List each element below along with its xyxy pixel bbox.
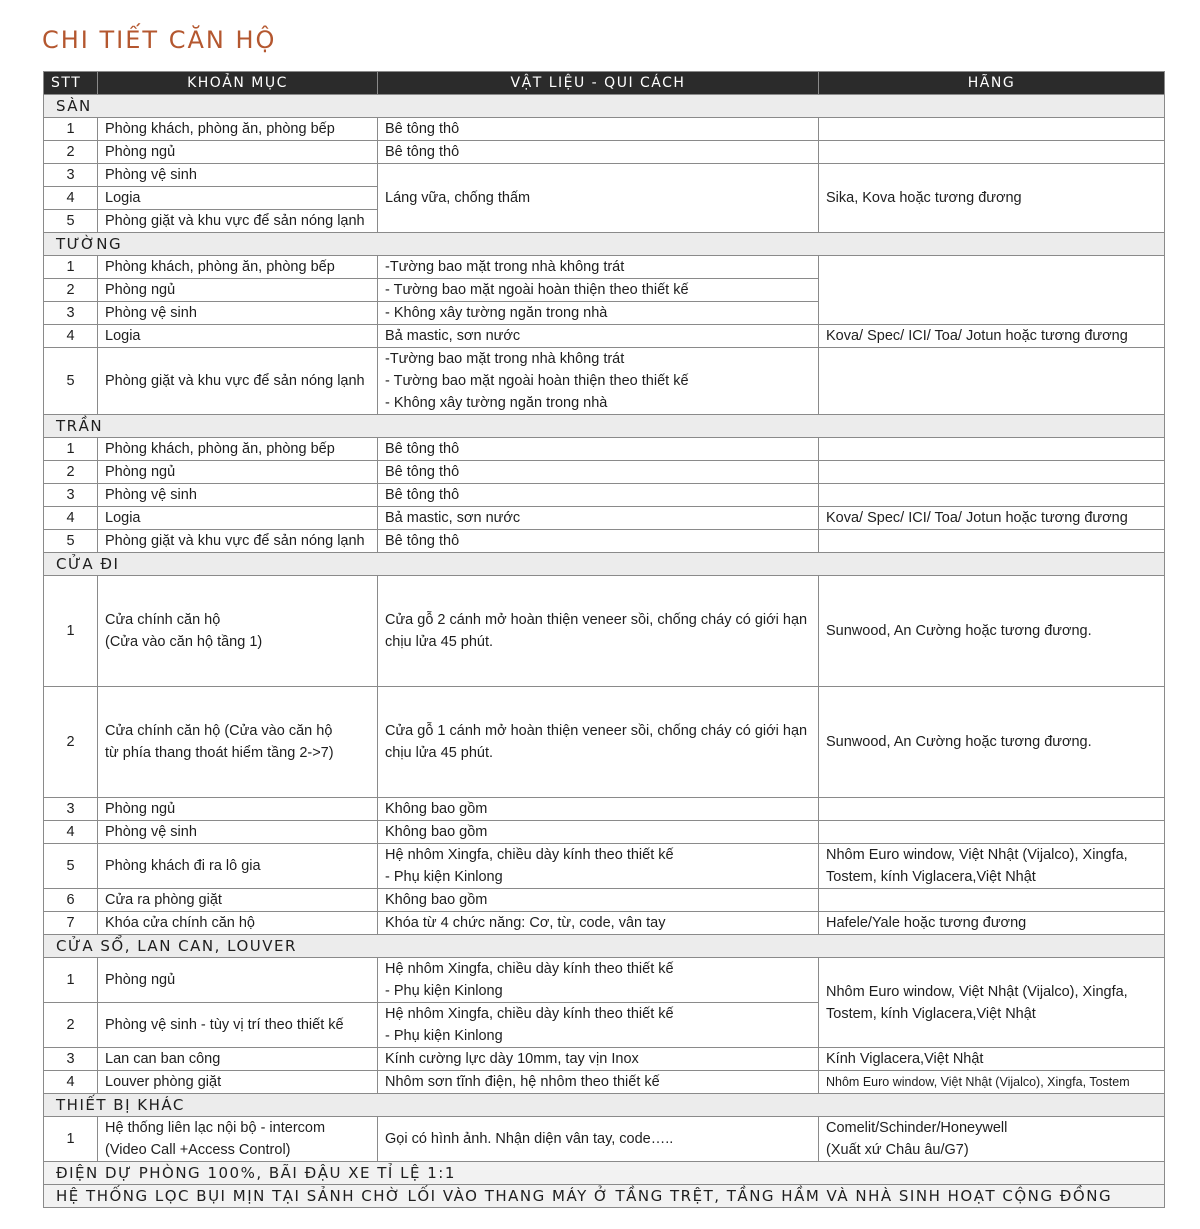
footer-row [44,1162,1165,1185]
row-item: Phòng ngủ [98,141,378,164]
row-stt: 5 [44,844,98,889]
row-brand [819,958,1165,1048]
row-item: Phòng ngủ [98,461,378,484]
header-brand: HÃNG [819,72,1165,95]
row-item: Phòng khách, phòng ăn, phòng bếp [98,118,378,141]
table-row [44,141,1165,164]
material-line: - Tường bao mặt ngoài hoàn thiện theo thiết kế [385,373,689,389]
row-brand: Sunwood, An Cường hoặc tương đương. [819,687,1165,798]
row-stt: 1 [44,438,98,461]
row-stt: 1 [44,576,98,687]
row-stt: 4 [44,325,98,348]
row-stt: 3 [44,1048,98,1071]
row-item: Phòng vệ sinh [98,302,378,325]
row-item: Phòng vệ sinh - tùy vị trí theo thiết kế [98,1003,378,1048]
table-row [44,912,1165,935]
row-stt: 4 [44,1071,98,1094]
row-material [378,576,819,687]
footer-note: ĐIỆN DỰ PHÒNG 100%, BÃI ĐẬU XE TỈ LỆ 1:1 [44,1162,1165,1185]
section-row-thietbi [44,1094,1165,1117]
brand-line: Tostem, kính Viglacera,Việt Nhật [826,1005,1036,1022]
table-row [44,484,1165,507]
section-row-tran [44,415,1165,438]
row-brand [819,256,1165,325]
row-brand [819,530,1165,553]
row-item [98,687,378,798]
table-row [44,348,1165,415]
row-material: Bê tông thô [378,118,819,141]
row-brand: Kova/ Spec/ ICI/ Toa/ Jotun hoặc tương đương [819,325,1165,348]
row-material: Bê tông thô [378,438,819,461]
header-material: VẬT LIỆU - QUI CÁCH [378,72,819,95]
row-stt: 2 [44,687,98,798]
material-line: -Tường bao mặt trong nhà không trát [385,351,625,367]
row-item: Phòng giặt và khu vực để sản nóng lạnh [98,530,378,553]
section-label: TRẦN [44,415,1165,438]
row-stt: 1 [44,256,98,279]
row-material: Nhôm sơn tĩnh điện, hệ nhôm theo thiết kế [378,1071,819,1094]
row-stt: 1 [44,118,98,141]
row-brand [819,844,1165,889]
row-material [378,844,819,889]
row-stt: 7 [44,912,98,935]
material-line: - Phụ kiện Kinlong [385,983,503,999]
row-material: Không bao gồm [378,889,819,912]
row-item: Phòng giặt và khu vực để sản nóng lạnh [98,210,378,233]
brand-line: Comelit/Schinder/Honeywell [826,1120,1008,1136]
row-item: Logia [98,325,378,348]
section-row-tuong [44,233,1165,256]
table-row [44,687,1165,798]
material-line: Cửa gỗ 2 cánh mở hoàn thiện veneer sồi, chống cháy có giới hạn [385,612,808,628]
header-item: KHOẢN MỤC [98,72,378,95]
row-material: Không bao gồm [378,798,819,821]
row-material: -Tường bao mặt trong nhà không trát [378,256,819,279]
row-item: Logia [98,187,378,210]
section-row-cuaso [44,935,1165,958]
table-row [44,798,1165,821]
row-material: Bê tông thô [378,530,819,553]
table-row [44,507,1165,530]
row-brand [819,461,1165,484]
row-stt: 1 [44,958,98,1003]
table-row [44,325,1165,348]
row-material: Kính cường lực dày 10mm, tay vịn Inox [378,1048,819,1071]
row-material: Gọi có hình ảnh. Nhận diện vân tay, code….. [378,1117,819,1162]
row-item: Phòng ngủ [98,798,378,821]
table-row [44,958,1165,1003]
row-stt: 1 [44,1117,98,1162]
material-line: - Phụ kiện Kinlong [385,1028,503,1044]
material-line: chịu lửa 45 phút. [385,634,494,650]
footer-note: HỆ THỐNG LỌC BỤI MỊN TẠI SẢNH CHỜ LỐI VÀO THANG MÁY Ở TẦNG TRỆT, TẦNG HẦM VÀ NHÀ SINH HOẠT CỘNG ĐỒNG [44,1185,1165,1208]
row-material [378,348,819,415]
section-row-san [44,95,1165,118]
row-item: Phòng vệ sinh [98,484,378,507]
section-label: CỬA SỔ, LAN CAN, LOUVER [44,935,1165,958]
row-item: Phòng khách, phòng ăn, phòng bếp [98,438,378,461]
row-item: Phòng vệ sinh [98,164,378,187]
table-row [44,530,1165,553]
row-material: Bả mastic, sơn nước [378,325,819,348]
row-item: Cửa ra phòng giặt [98,889,378,912]
row-stt: 2 [44,1003,98,1048]
material-line: Cửa gỗ 1 cánh mở hoàn thiện veneer sồi, chống cháy có giới hạn [385,723,808,739]
section-label: CỬA ĐI [44,553,1165,576]
row-item: Phòng ngủ [98,279,378,302]
row-item: Khóa cửa chính căn hộ [98,912,378,935]
section-label: THIẾT BỊ KHÁC [44,1094,1165,1117]
row-material: Láng vữa, chống thấm [378,164,819,233]
item-line: từ phía thang thoát hiểm tầng 2->7) [105,745,334,761]
table-row [44,164,1165,187]
row-material: Không bao gồm [378,821,819,844]
row-material: - Không xây tường ngăn trong nhà [378,302,819,325]
row-brand [819,798,1165,821]
brand-line: Nhôm Euro window, Việt Nhật (Vijalco), Xingfa, [826,983,1128,1000]
item-line: (Cửa vào căn hộ tầng 1) [105,634,263,650]
row-stt: 2 [44,279,98,302]
section-row-cuadi [44,553,1165,576]
row-brand: Kính Viglacera,Việt Nhật [819,1048,1165,1071]
section-label: TƯỜNG [44,233,1165,256]
row-stt: 5 [44,348,98,415]
row-item: Phòng khách, phòng ăn, phòng bếp [98,256,378,279]
table-row [44,1048,1165,1071]
material-line: Hệ nhôm Xingfa, chiều dày kính theo thiết kế [385,847,674,863]
row-item: Phòng giặt và khu vực để sản nóng lạnh [98,348,378,415]
row-stt: 5 [44,210,98,233]
row-stt: 6 [44,889,98,912]
row-stt: 3 [44,798,98,821]
brand-line: Tostem, kính Viglacera,Việt Nhật [826,869,1036,885]
item-line: Hệ thống liên lạc nội bộ - intercom [105,1120,326,1136]
table-row [44,461,1165,484]
row-material: Bê tông thô [378,461,819,484]
row-stt: 3 [44,484,98,507]
item-line: Cửa chính căn hộ [105,612,221,628]
row-item: Phòng khách đi ra lô gia [98,844,378,889]
row-item: Louver phòng giặt [98,1071,378,1094]
row-brand: Kova/ Spec/ ICI/ Toa/ Jotun hoặc tương đương [819,507,1165,530]
table-row [44,844,1165,889]
row-material: Bê tông thô [378,484,819,507]
material-line: Hệ nhôm Xingfa, chiều dày kính theo thiết kế [385,961,674,977]
table-row [44,1071,1165,1094]
table-row [44,1117,1165,1162]
apartment-spec-table [43,71,1165,1208]
row-material [378,958,819,1003]
row-brand [819,348,1165,415]
row-material [378,1003,819,1048]
row-stt: 4 [44,507,98,530]
table-header-row [44,72,1165,95]
row-brand: Nhôm Euro window, Việt Nhật (Vijalco), Xingfa, Tostem [819,1071,1165,1094]
row-material: Bả mastic, sơn nước [378,507,819,530]
row-stt: 2 [44,461,98,484]
item-line: (Video Call +Access Control) [105,1142,291,1158]
row-stt: 4 [44,821,98,844]
material-line: chịu lửa 45 phút. [385,745,494,761]
row-brand [819,889,1165,912]
row-item [98,1117,378,1162]
material-line: - Không xây tường ngăn trong nhà [385,395,608,411]
header-stt: STT [44,72,98,95]
section-label: SÀN [44,95,1165,118]
item-line: Cửa chính căn hộ (Cửa vào căn hộ [105,723,333,739]
row-material [378,687,819,798]
row-material: Khóa từ 4 chức năng: Cơ, từ, code, vân tay [378,912,819,935]
table-row [44,889,1165,912]
table-row [44,821,1165,844]
row-item: Lan can ban công [98,1048,378,1071]
row-brand [819,821,1165,844]
material-line: Hệ nhôm Xingfa, chiều dày kính theo thiết kế [385,1006,674,1022]
row-stt: 4 [44,187,98,210]
row-brand [819,141,1165,164]
table-row [44,438,1165,461]
row-brand: Hafele/Yale hoặc tương đương [819,912,1165,935]
brand-line: (Xuất xứ Châu âu/G7) [826,1142,969,1158]
row-item: Phòng vệ sinh [98,821,378,844]
row-brand: Sika, Kova hoặc tương đương [819,164,1165,233]
row-item [98,576,378,687]
row-item: Logia [98,507,378,530]
row-material: Bê tông thô [378,141,819,164]
row-brand [819,438,1165,461]
table-row [44,118,1165,141]
material-line: - Phụ kiện Kinlong [385,869,503,885]
row-brand [819,1117,1165,1162]
row-stt: 3 [44,164,98,187]
page-title: CHI TIẾT CĂN HỘ [42,26,277,54]
row-brand: Sunwood, An Cường hoặc tương đương. [819,576,1165,687]
footer-row [44,1185,1165,1208]
table-row [44,576,1165,687]
row-stt: 3 [44,302,98,325]
row-stt: 5 [44,530,98,553]
row-item: Phòng ngủ [98,958,378,1003]
table-row [44,256,1165,279]
row-brand [819,118,1165,141]
brand-line: Nhôm Euro window, Việt Nhật (Vijalco), Xingfa, [826,847,1128,863]
row-stt: 2 [44,141,98,164]
row-brand [819,484,1165,507]
row-material: - Tường bao mặt ngoài hoàn thiện theo thiết kế [378,279,819,302]
